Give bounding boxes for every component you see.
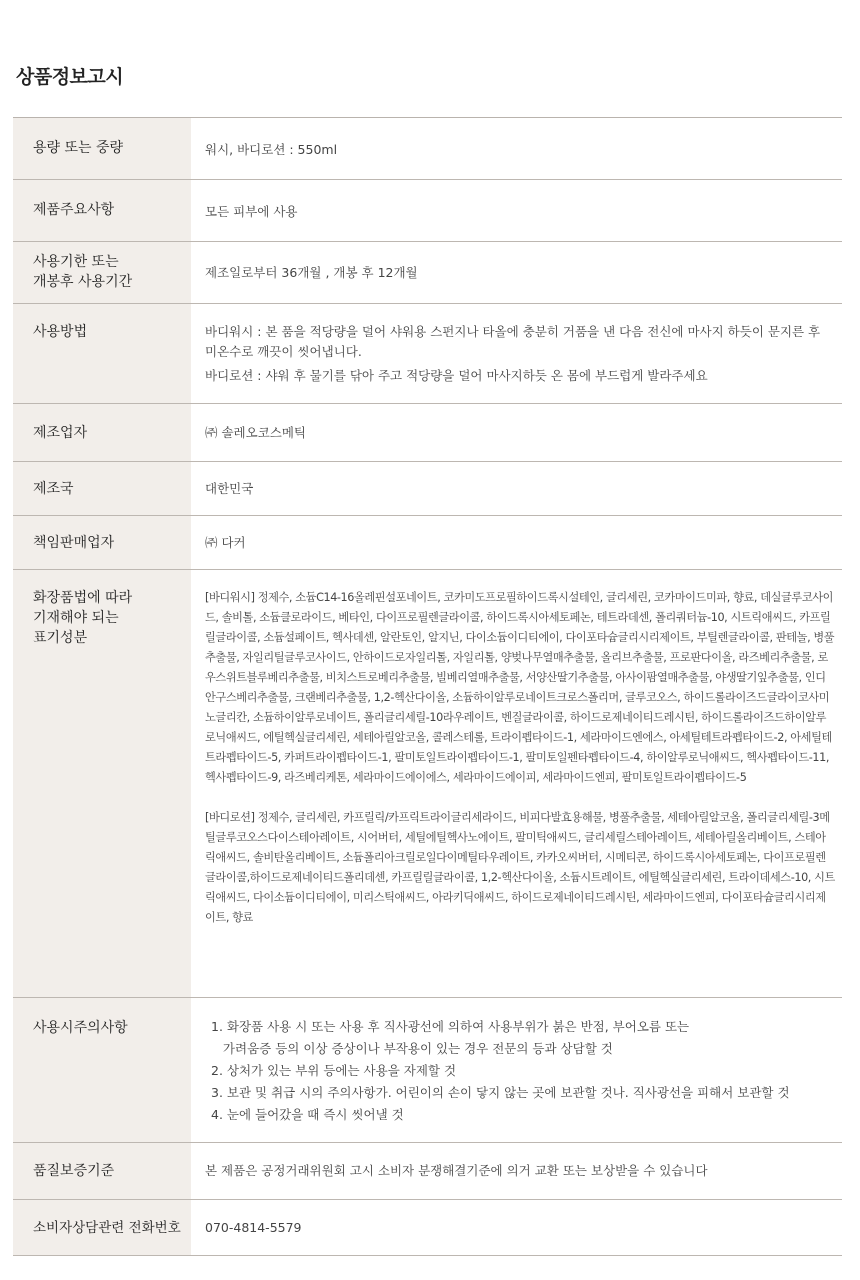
row-value: 대한민국: [191, 462, 842, 516]
caution-item: 가려움증 등의 이상 증상이나 부작용이 있는 경우 전문의 등과 상담할 것: [211, 1041, 613, 1056]
row-expiry: [13, 242, 842, 304]
row-value: [191, 998, 842, 1143]
ingredients-lotion: [바디로션] 정제수, 글리세린, 카프릴릭/카프릭트라이글리세라이드, 비피다발효용해물, 병풀추출물, 세테아릴알코올, 폴리글리세릴-3메틸글루코오스다이스테아레이트, 시어버터, 세틸에틸헥사노에이트, 팔미틱애씨드, 글리세릴스테아레이트, 세테아릴올리베이트, 스테아릭애씨드, 솔비탄올리베이트, 소듐폴리아크릴로일다이메틸타우레이트, 카카오씨버터, 시메티콘, 하이드록시아세토페논, 다이프로필렌글라이콜,하이드로제네이티드폴리데센, 카프릴릴글라이콜, 1,2-헥산다이올, 소듐시트레이트, 에틸헥실글리세린, 트라이데세스-10, 시트릭애씨드, 다이소듐이디티에이, 미리스틱애씨드, 아라키딕애씨드, 하이드로제네이티드레시틴, 세라마이드엔피, 다이포타슘글리시리제이트, 향료: [205, 811, 835, 924]
label-line: 사용기한 또는: [33, 254, 119, 270]
row-manufacturer: [13, 404, 842, 462]
row-value: 본 제품은 공정거래위원회 고시 소비자 분쟁해결기준에 의거 교환 또는 보상받을 수 있습니다: [191, 1143, 842, 1200]
row-value: 070-4814-5579: [191, 1200, 842, 1256]
row-label: 사용시주의사항: [13, 998, 191, 1143]
row-seller: [13, 516, 842, 570]
row-caution: [13, 998, 842, 1143]
row-usage: [13, 304, 842, 404]
row-main: [13, 180, 842, 242]
row-value: [191, 304, 842, 404]
row-label: 사용방법: [13, 304, 191, 404]
label-line: 표기성분: [33, 630, 88, 646]
page-title: 상품정보고시: [16, 66, 124, 88]
row-label: 책임판매업자: [13, 516, 191, 570]
caution-item: 1. 화장품 사용 시 또는 사용 후 직사광선에 의하여 사용부위가 붉은 반점, 부어오름 또는: [211, 1019, 690, 1034]
row-label: [13, 242, 191, 304]
row-label: 제품주요사항: [13, 180, 191, 242]
row-value: ㈜ 솔레오코스메틱: [191, 404, 842, 462]
label-line: 개봉후 사용기간: [33, 274, 133, 290]
usage-lotion: 바디로션 : 샤워 후 물기를 닦아 주고 적당량을 덜어 마사지하듯 온 몸에 부드럽게 발라주세요: [205, 368, 708, 383]
caution-item: 4. 눈에 들어갔을 때 즉시 씻어낼 것: [211, 1107, 404, 1122]
row-contact: [13, 1200, 842, 1256]
row-label: 용량 또는 중량: [13, 118, 191, 180]
caution-item: 2. 상처가 있는 부위 등에는 사용을 자제할 것: [211, 1063, 457, 1078]
label-line: 기재해야 되는: [33, 610, 119, 626]
row-label: 소비자상담관련 전화번호: [13, 1200, 191, 1256]
row-ingredients: [13, 570, 842, 998]
row-warranty: [13, 1143, 842, 1200]
row-label: [13, 570, 191, 998]
row-value: [191, 570, 842, 998]
row-label: 품질보증기준: [13, 1143, 191, 1200]
ingredients-wash: [바디워시] 정제수, 소듐C14-16올레핀설포네이트, 코카미도프로필하이드록시설테인, 글리세린, 코카마이드미파, 향료, 데실글루코사이드, 솔비톨, 소듐클로라이드, 베타인, 다이프로필렌글라이콜, 하이드록시아세토페논, 테트라데센, 폴리쿼터늄-10, 시트릭애씨드, 카프릴릴글라이콜, 소듐설페이트, 헥사데센, 알란토인, 알지닌, 다이소듐이디티에이, 다이포타슘글리시리제이트, 부틸렌글라이콜, 판테놀, 병풀추출물, 자일리틸글루코사이드, 안하이드로자일리톨, 자일리톨, 양벚나무열매추출물, 올리브추출물, 프로판다이올, 라즈베리추출물, 로우스위트블루베리추출물, 비치스트로베리추출물, 빌베리열매추출물, 서양산딸기추출물, 아사이팜열매추출물, 야생딸기잎추출물, 인디안구스베리추출물, 크랜베리추출물, 1,2-헥산다이올, 소듐하이알루로네이트크로스폴리머, 글루코오스, 하이드롤라이즈드글라이코사미노글리칸, 소듐하이알루로네이트, 폴리글리세릴-10라우레이트, 벤질글라이콜, 하이드로제네이티드레시틴, 하이드롤라이즈드하이알루로닉애씨드, 에틸헥실글리세린, 세테아릴알코올, 콜레스테롤, 트라이펩타이드-1, 세라마이드엔에스, 아세틸테트라펩타이드-2, 아세틸테트라펩타이드-5, 카퍼트라이펩타이드-1, 팔미토일트라이펩타이드-1, 팔미토일펜타펩타이드-4, 하이알루로닉애씨드, 헥사펩타이드-11, 헥사펩타이드-9, 라즈베리케톤, 세라마이드에이에스, 세라마이드에이피, 세라마이드엔피, 팔미토일트라이펩타이드-5: [205, 591, 835, 784]
row-volume: [13, 118, 842, 180]
caution-item: 3. 보관 및 취급 시의 주의사항가. 어린이의 손이 닿지 않는 곳에 보관할 것나. 직사광선을 피해서 보관할 것: [211, 1085, 790, 1100]
row-country: [13, 462, 842, 516]
row-value: 모든 피부에 사용: [191, 180, 842, 242]
label-line: 화장품법에 따라: [33, 590, 133, 606]
row-value: 제조일로부터 36개월 , 개봉 후 12개월: [191, 242, 842, 304]
usage-wash: 바디워시 : 본 품을 적당량을 덜어 샤워용 스펀지나 타올에 충분히 거품을 낸 다음 전신에 마사지 하듯이 문지른 후 미온수로 깨끗이 씻어냅니다.: [205, 324, 821, 359]
row-value: ㈜ 다커: [191, 516, 842, 570]
product-info-table: [13, 117, 842, 1256]
row-label: 제조국: [13, 462, 191, 516]
row-value: 워시, 바디로션 : 550ml: [191, 118, 842, 180]
row-label: 제조업자: [13, 404, 191, 462]
